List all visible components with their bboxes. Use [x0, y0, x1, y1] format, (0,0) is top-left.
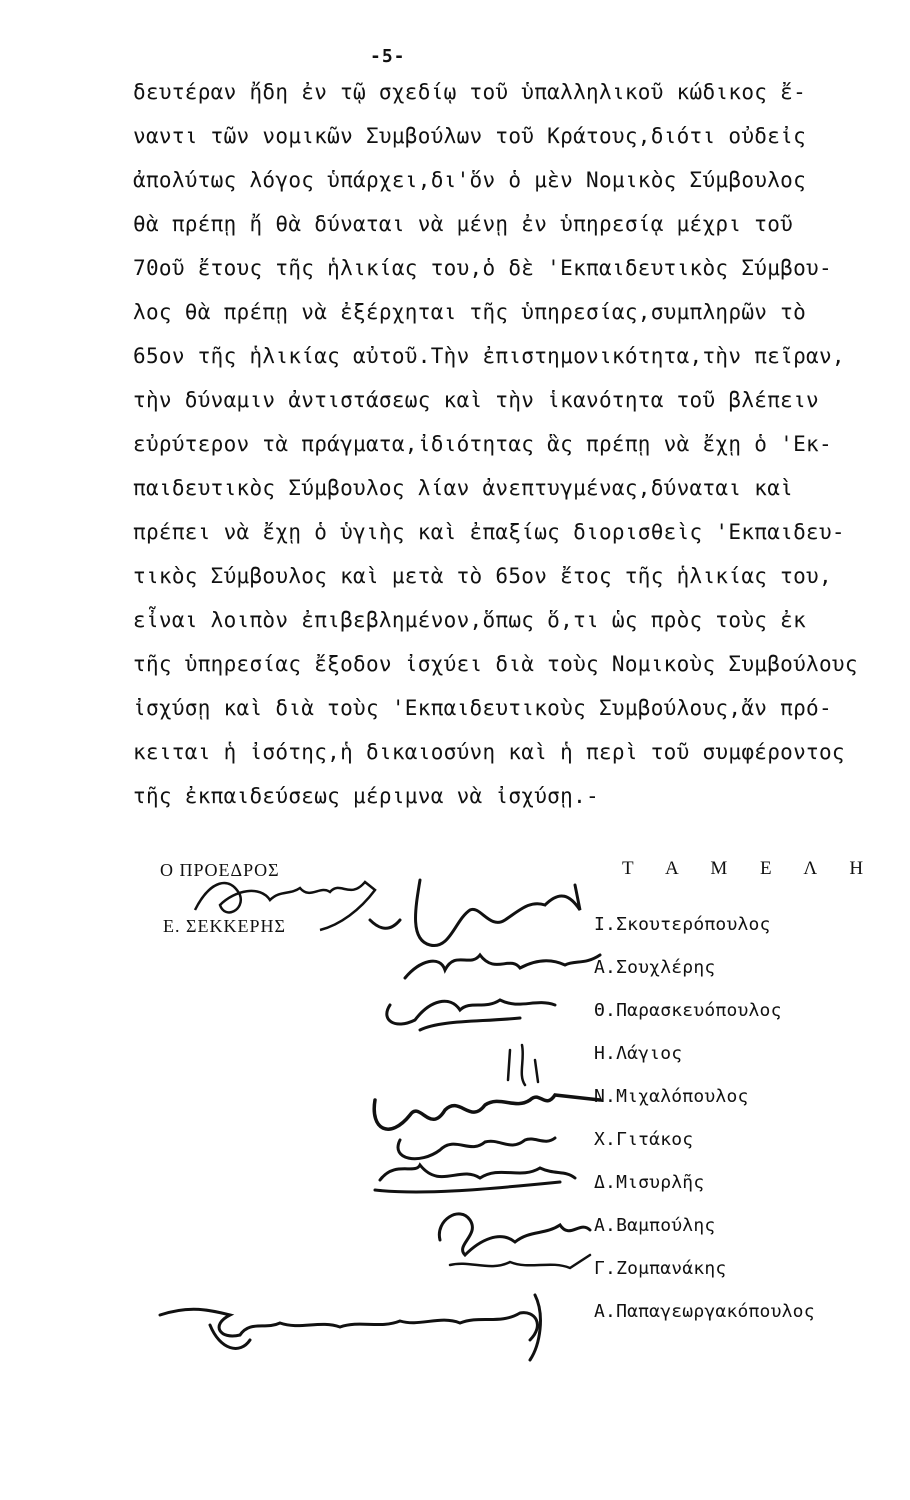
member-name: Θ.Παρασκευόπουλος [594, 1000, 782, 1021]
text-line: λος θὰ πρέπῃ νὰ ἐξέρχηται τῆς ὑπηρεσίας,συμπληρῶν τὸ [133, 300, 807, 324]
member-name: Γ.Ζομπανάκης [594, 1258, 727, 1279]
text-line: ἰσχύσῃ καὶ διὰ τοὺς 'Εκπαιδευτικοὺς Συμβούλους,ἄν πρό- [133, 696, 832, 720]
text-line: δευτέραν ἤδη ἐν τῷ σχεδίῳ τοῦ ὑπαλληλικοῦ κώδικος ἔ- [133, 80, 807, 104]
text-line: τῆς ἐκπαιδεύσεως μέριμνα νὰ ἰσχύσῃ.- [133, 784, 599, 808]
member-name: Η.Λάγιος [594, 1043, 683, 1064]
members-title: Τ Α Μ Ε Λ Η [622, 858, 878, 879]
member-signatures [360, 860, 610, 1340]
page-number: -5- [370, 46, 406, 67]
text-line: 65ον τῆς ἡλικίας αὐτοῦ.Τὴν ἐπιστημονικότητα,τὴν πεῖραν, [133, 344, 845, 368]
text-line: εἶναι λοιπὸν ἐπιβεβλημένον,ὅπως ὅ,τι ὡς πρὸς τοὺς ἐκ [133, 608, 807, 632]
text-line: πρέπει νὰ ἔχῃ ὁ ὑγιὴς καὶ ἐπαξίως διορισθεὶς 'Εκπαιδευ- [133, 520, 845, 544]
member-name: Α.Βαμπούλης [594, 1215, 716, 1236]
member-name: Ι.Σκουτερόπουλος [594, 914, 771, 935]
text-line: τὴν δύναμιν ἀντιστάσεως καὶ τὴν ἱκανότητα τοῦ βλέπειν [133, 388, 819, 412]
member-name: Α.Σουχλέρης [594, 957, 716, 978]
member-name: Α.Παπαγεωργακόπουλος [594, 1301, 815, 1322]
text-line: ἀπολύτως λόγος ὑπάρχει,δι'ὅν ὁ μὲν Νομικὸς Σύμβουλος [133, 168, 807, 192]
text-line: ναντι τῶν νομικῶν Συμβούλων τοῦ Κράτους,διότι οὐδεἰς [133, 124, 807, 148]
text-line: παιδευτικὸς Σύμβουλος λίαν ἀνεπτυγμένας,δύναται καὶ [133, 476, 794, 500]
long-signature [150, 1285, 570, 1365]
text-line: 70οῦ ἔτους τῆς ἡλικίας του,ὁ δὲ 'Εκπαιδευτικὸς Σύμβου- [133, 256, 832, 280]
text-line: θὰ πρέπῃ ἤ θὰ δύναται νὰ μένῃ ἐν ὑπηρεσίᾳ μέχρι τοῦ [133, 212, 794, 236]
member-name: Ν.Μιχαλόπουλος [594, 1086, 749, 1107]
president-name: Ε. ΣΕΚΚΕΡΗΣ [163, 916, 286, 936]
text-line: κειται ἡ ἰσότης,ἡ δικαιοσύνη καὶ ἡ περὶ τοῦ συμφέροντος [133, 740, 845, 764]
text-line: τῆς ὑπηρεσίας ἔξοδον ἰσχύει διὰ τοὺς Νομικοὺς Συμβούλους [133, 652, 858, 676]
text-line: τικὸς Σύμβουλος καὶ μετὰ τὸ 65ον ἔτος τῆς ἡλικίας του, [133, 564, 832, 588]
member-name: Χ.Γιτάκος [594, 1129, 694, 1150]
president-title: Ο ΠΡΟΕΔΡΟΣ [160, 860, 280, 880]
member-name: Δ.Μισυρλῆς [594, 1172, 705, 1193]
text-line: εὐρύτερον τὰ πράγματα,ἰδιότητας ἃς πρέπῃ νὰ ἔχῃ ὁ 'Εκ- [133, 432, 832, 456]
